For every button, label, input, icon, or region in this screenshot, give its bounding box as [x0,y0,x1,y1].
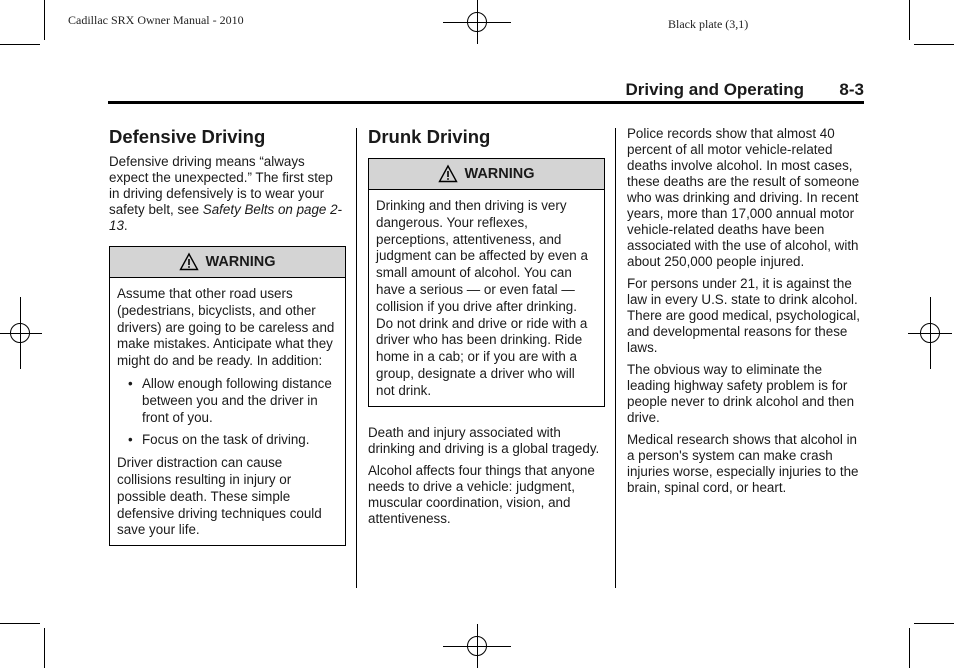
paragraph: For persons under 21, it is against the law in every U.S. state to drink alcohol. There are good medical, psychological, and developmental reasons for these laws. [627,276,860,355]
warning-box [368,158,605,407]
crop-mark-icon [0,623,40,624]
warning-label: WARNING [205,254,276,270]
registration-mark-icon [0,311,42,355]
paragraph: The obvious way to eliminate the leading highway safety problem is for people never to drink alcohol and then drive. [627,362,855,425]
column-defensive-driving [109,126,346,546]
list-item: • Allow enough following distance between you and the driver in front of you. [128,375,332,425]
warning-triangle-icon [438,164,458,184]
warning-bullets [117,376,337,449]
warning-body [110,278,345,545]
registration-mark-icon [908,311,952,355]
bullet-icon: • [128,432,133,448]
crop-mark-icon [909,0,910,40]
paragraph: Police records show that almost 40 percent of all motor vehicle-related deaths involve alcohol. In most cases, these deaths are the result of someone who was drinking and driving. In recent years, more than 17,000 annual motor vehicle-related deaths have been associated with the use of alcohol, with about 250,000 people injured. [627,126,860,269]
crop-mark-icon [914,44,954,45]
crop-mark-icon [0,44,40,45]
column-divider [356,128,357,588]
intro-paragraph: Defensive driving means “always expect the unexpected.” The first step in driving defensively is to wear your safety belt, see Safety Belts on page 2-13. [109,154,342,233]
crop-mark-icon [44,0,45,40]
heading-drunk-driving: Drunk Driving [368,126,491,147]
warning-triangle-icon [179,252,199,272]
print-header-left: Cadillac SRX Owner Manual - 2010 [68,13,244,27]
section-header [108,80,864,102]
heading-defensive-driving: Defensive Driving [109,126,266,147]
warning-box [109,246,346,546]
print-header-right: Black plate (3,1) [668,17,749,31]
column-alcohol-facts [627,126,864,502]
crop-mark-icon [44,628,45,668]
registration-mark-icon [455,0,499,44]
column-drunk-driving [368,126,605,533]
paragraph: Medical research shows that alcohol in a person's system can make crash injuries worse, especially injuries to the brain, spinal cord, or heart. [627,432,859,495]
list-item: • Focus on the task of driving. [128,432,310,448]
paragraph: Death and injury associated with drinking and driving is a global tragedy. [368,424,600,456]
bullet-icon: • [128,375,133,391]
paragraph: Alcohol affects four things that anyone needs to drive a vehicle: judgment, muscular coordination, vision, and attentiveness. [368,462,595,526]
registration-mark-icon [455,624,499,668]
header-rule [108,101,864,104]
column-divider [615,128,616,588]
warning-text: Drinking and then driving is very dangerous. Your reflexes, perceptions, attentiveness, and judgment can be affected by even a small amount of alcohol. You can have a serious — or even fatal — collision if you drive after drinking. Do not drink and drive or ride with a driver who has been drinking. Ride home in a cab; or if you are with a group, designate a driver who will not drink. [376,198,588,398]
cross-reference: Safety Belts on page 2-13 [109,202,342,233]
crop-mark-icon [914,623,954,624]
warning-text: Assume that other road users (pedestrians, bicyclists, and other drivers) are going to be careless and make mistakes. Anticipate what they might do and be ready. In addition: [117,286,335,369]
crop-mark-icon [909,628,910,668]
page-number: 8-3 [839,80,864,99]
warning-text: Driver distraction can cause collisions resulting in injury or possible death. These simple defensive driving techniques could save your life. [117,455,322,538]
section-title: Driving and Operating [625,80,804,99]
warning-label: WARNING [464,166,535,182]
warning-header [369,159,604,190]
warning-body [369,190,604,406]
warning-header [110,247,345,278]
